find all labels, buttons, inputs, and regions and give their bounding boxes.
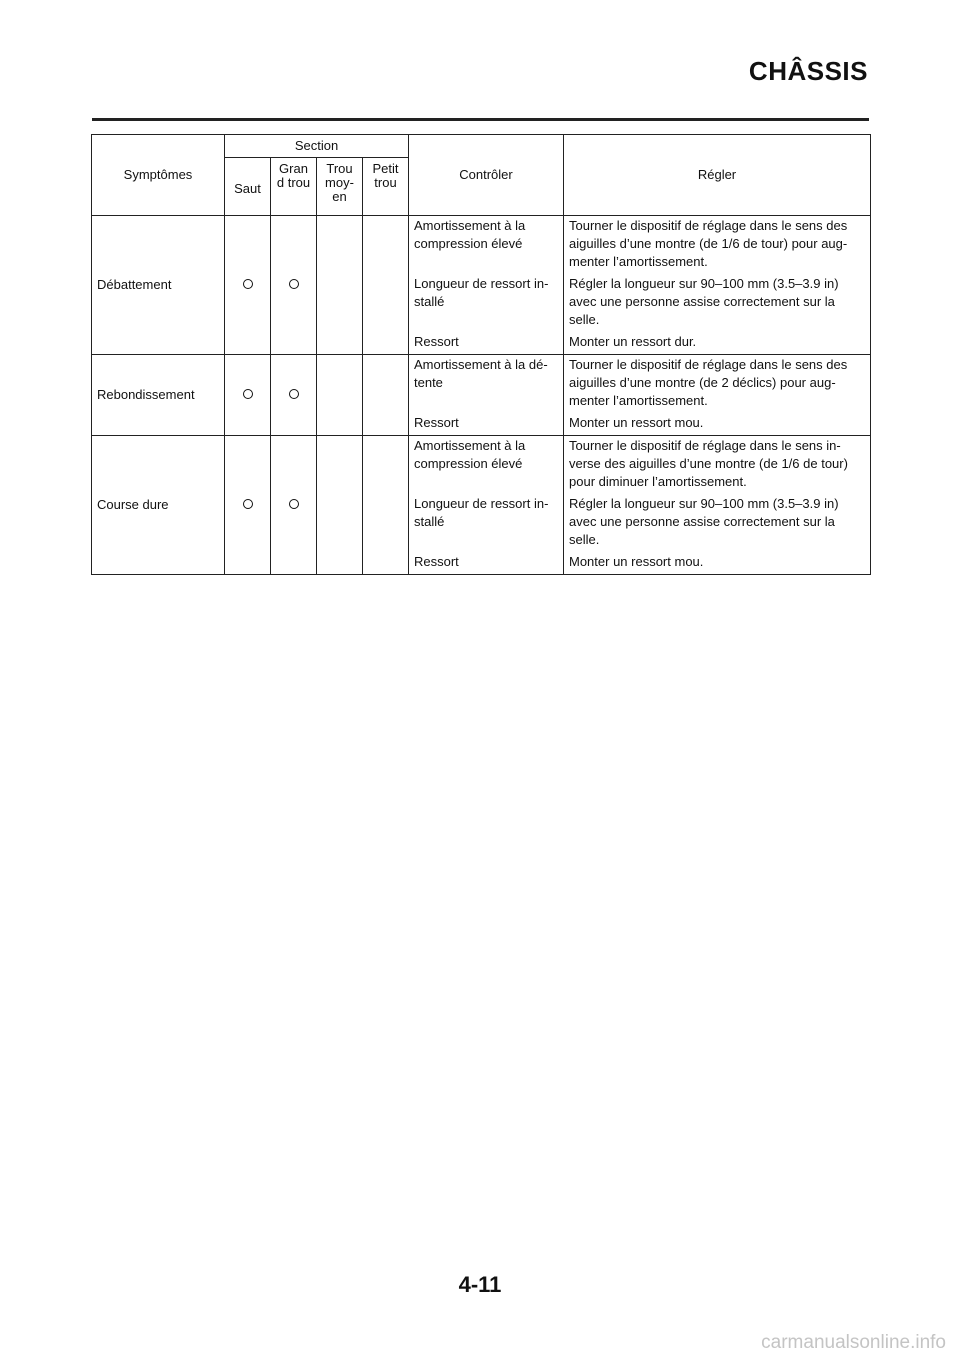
adjust-item: Tourner le dispositif de réglage dans le sens des aiguilles d’une montre (de 2 déclics) pour aug- menter l’amortissement. [569, 357, 848, 408]
check-item: Ressort [414, 554, 459, 569]
mark-cell-grand-trou [271, 436, 317, 575]
adjust-cell [564, 216, 871, 355]
adjust-item: Monter un ressort mou. [569, 415, 704, 430]
watermark: carmanualsonline.info [761, 1332, 946, 1353]
table-row [92, 436, 871, 575]
mark-cell-petit-trou [363, 355, 409, 436]
table-row [92, 216, 871, 355]
check-item: Amortissement à la dé- tente [414, 357, 548, 390]
mark-cell-grand-trou [271, 355, 317, 436]
adjust-item: Monter un ressort dur. [569, 334, 697, 349]
symptom-cell: Rebondissement [92, 355, 225, 436]
check-cell [409, 216, 564, 355]
mark-cell-petit-trou [363, 436, 409, 575]
mark-cell-trou-moyen [317, 436, 363, 575]
circle-mark-icon [289, 499, 299, 509]
header-section: Section [225, 135, 409, 158]
adjust-cell [564, 355, 871, 436]
circle-mark-icon [243, 279, 253, 289]
circle-mark-icon [289, 389, 299, 399]
mark-cell-saut [225, 355, 271, 436]
page-title: CHÂSSIS [748, 56, 868, 86]
check-item: Ressort [414, 334, 459, 349]
mark-cell-petit-trou [363, 216, 409, 355]
adjust-item: Monter un ressort mou. [569, 554, 704, 569]
header-grand-trou: Gran d trou [271, 158, 317, 216]
page-number: 4-11 [458, 1272, 502, 1297]
table-body [92, 216, 871, 575]
mark-cell-saut [225, 216, 271, 355]
header-petit-trou: Petit trou [363, 158, 409, 216]
circle-mark-icon [243, 389, 253, 399]
header-symptoms: Symptômes [92, 135, 225, 216]
check-cell [409, 436, 564, 575]
header-saut: Saut [225, 158, 271, 216]
header-adjust: Régler [564, 135, 871, 216]
adjust-item: Tourner le dispositif de réglage dans le sens des aiguilles d’une montre (de 1/6 de tour) pour aug- menter l’amortissement. [569, 218, 848, 269]
mark-cell-trou-moyen [317, 355, 363, 436]
adjust-item: Tourner le dispositif de réglage dans le sens in- verse des aiguilles d’une montre (de 1/6 de tour) pour diminuer l’amortissement. [569, 438, 848, 489]
check-cell [409, 355, 564, 436]
header-trou-moyen: Trou moy- en [317, 158, 363, 216]
check-item: Amortissement à la compression élevé [414, 218, 526, 251]
adjust-cell [564, 436, 871, 575]
table-row [92, 355, 871, 436]
circle-mark-icon [289, 279, 299, 289]
mark-cell-trou-moyen [317, 216, 363, 355]
symptom-cell: Débattement [92, 216, 225, 355]
check-item: Amortissement à la compression élevé [414, 438, 526, 471]
header-rule [92, 118, 869, 121]
adjust-item: Régler la longueur sur 90–100 mm (3.5–3.9 in) avec une personne assise correctement sur la selle. [569, 496, 839, 547]
suspension-settings-table [91, 134, 871, 575]
check-item: Longueur de ressort in- stallé [414, 496, 549, 529]
circle-mark-icon [243, 499, 253, 509]
adjust-item: Régler la longueur sur 90–100 mm (3.5–3.9 in) avec une personne assise correctement sur la selle. [569, 276, 839, 327]
check-item: Ressort [414, 415, 459, 430]
mark-cell-grand-trou [271, 216, 317, 355]
mark-cell-saut [225, 436, 271, 575]
symptom-cell: Course dure [92, 436, 225, 575]
header-check: Contrôler [409, 135, 564, 216]
check-item: Longueur de ressort in- stallé [414, 276, 549, 309]
